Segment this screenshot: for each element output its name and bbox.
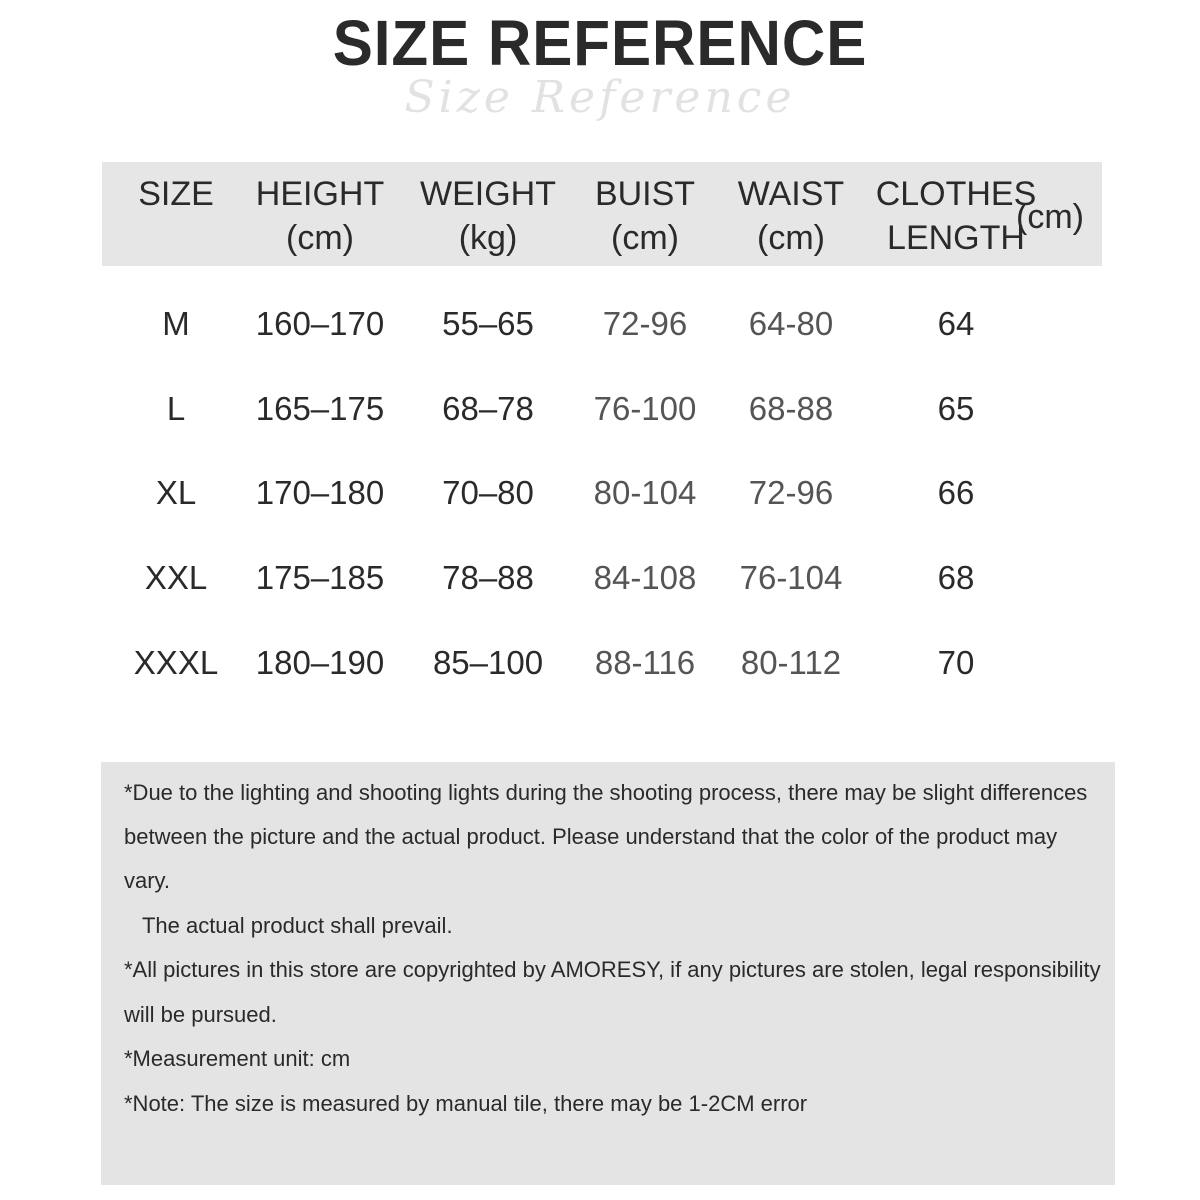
header-length-label-2: LENGTH <box>887 219 1025 257</box>
note-line: The actual product shall prevail. <box>124 913 453 938</box>
header-length-unit: (cm) <box>1016 198 1084 236</box>
cell-bust: 84-108 <box>593 559 697 596</box>
cell-height: 175–185 <box>255 559 385 596</box>
cell-waist: 68-88 <box>748 390 834 427</box>
header-length-label: CLOTHES <box>875 175 1037 213</box>
cell-waist: 72-96 <box>748 474 834 511</box>
table-row <box>0 463 1200 523</box>
cell-length: 64 <box>937 305 975 342</box>
cell-length: 66 <box>937 474 975 511</box>
cell-size: L <box>166 390 186 427</box>
table-row <box>0 379 1200 439</box>
cell-bust: 88-116 <box>594 644 696 681</box>
header-bust-label: BUIST <box>594 175 696 213</box>
table-row <box>0 548 1200 608</box>
header-weight <box>408 172 568 260</box>
cell-bust: 72-96 <box>602 305 688 342</box>
header-bust-unit: (cm) <box>611 219 679 257</box>
note-line: *Note: The size is measured by manual tile, there may be 1-2CM error <box>124 1091 808 1116</box>
cell-waist: 76-104 <box>739 559 843 596</box>
note-line: *Due to the lighting and shooting lights during the shooting process, there may be slight differences <box>124 780 1088 805</box>
cell-height: 180–190 <box>255 644 385 681</box>
cell-bust: 76-100 <box>593 390 697 427</box>
header-weight-label: WEIGHT <box>420 175 556 213</box>
cell-height: 170–180 <box>255 474 385 511</box>
page-title: SIZE REFERENCE <box>332 7 868 79</box>
cell-height: 165–175 <box>255 390 385 427</box>
cell-weight: 70–80 <box>442 474 534 511</box>
cell-bust: 80-104 <box>593 474 697 511</box>
note-line: *All pictures in this store are copyrighted by AMORESY, if any pictures are stolen, legal responsibility <box>124 957 1101 982</box>
table-row <box>0 294 1200 354</box>
cell-height: 160–170 <box>255 305 385 342</box>
header-bust <box>572 172 718 260</box>
cell-waist: 64-80 <box>748 305 834 342</box>
cell-weight: 68–78 <box>442 390 534 427</box>
header-waist <box>718 172 864 260</box>
header-weight-unit: (kg) <box>458 219 518 257</box>
cell-length: 70 <box>937 644 975 681</box>
script-subtitle: Size Reference <box>404 72 796 123</box>
header-height <box>240 172 400 260</box>
cell-size: XXXL <box>133 644 219 681</box>
table-row <box>0 633 1200 693</box>
header-size <box>120 172 232 216</box>
cell-size: XL <box>155 474 197 511</box>
cell-weight: 85–100 <box>432 644 544 681</box>
header-height-unit: (cm) <box>286 219 354 257</box>
note-line: vary. <box>124 868 171 893</box>
cell-weight: 78–88 <box>442 559 534 596</box>
cell-length: 65 <box>937 390 975 427</box>
note-line: will be pursued. <box>124 1002 277 1027</box>
cell-length: 68 <box>937 559 975 596</box>
cell-waist: 80-112 <box>740 644 842 681</box>
cell-weight: 55–65 <box>442 305 534 342</box>
note-line: *Measurement unit: cm <box>124 1046 351 1071</box>
header-waist-label: WAIST <box>737 175 845 213</box>
note-line: between the picture and the actual product. Please understand that the color of the product may <box>124 824 1058 849</box>
cell-size: XXL <box>144 559 208 596</box>
header-size-label: SIZE <box>138 175 214 213</box>
cell-size: M <box>162 305 190 342</box>
header-waist-unit: (cm) <box>757 219 825 257</box>
header-height-label: HEIGHT <box>255 175 385 213</box>
